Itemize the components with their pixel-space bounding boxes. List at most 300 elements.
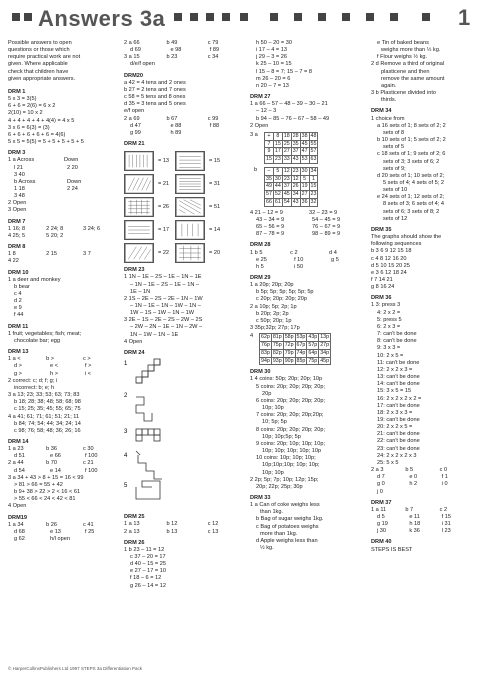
answer-line: 23: can't be done — [377, 445, 420, 452]
grid-cell: 90p — [284, 357, 294, 364]
tally-box-icon — [124, 243, 154, 263]
grid-cell: 17 — [274, 148, 281, 155]
answer-cell: d 7 — [377, 474, 385, 481]
answer-line: i 17 – 4 = 13 — [256, 47, 287, 54]
answer-cell: = 51 — [209, 203, 221, 210]
page-number: 1 — [458, 5, 471, 30]
answer-cell: d 51 — [14, 453, 25, 460]
section-title: DRM 11 — [8, 323, 29, 330]
answer-cell: 2 15 — [46, 251, 57, 258]
answer-line: 1 a 66 – 57 – 48 – 39 – 30 – 21 — [250, 101, 328, 108]
answer-cell: i < — [85, 370, 92, 377]
intro-line: Possible answers to open — [8, 40, 72, 46]
answer-cell: f > — [85, 363, 92, 370]
answer-cell: i 50 — [294, 263, 304, 270]
answer-cell: j 30 — [377, 528, 387, 535]
answer-cell: e 88 — [170, 122, 182, 129]
page-title: Answers 3a — [38, 6, 166, 31]
copyright-footer: © HarperCollinsPublishers Ltd 1997 STEPS 3a Differentiation Pack — [8, 666, 143, 671]
header-block-icon — [24, 13, 32, 21]
answer-cell: g 5 — [331, 256, 339, 263]
answer-cell: b 7 — [405, 506, 414, 513]
answer-cell: b 12 — [166, 521, 178, 528]
header-block-icon — [190, 13, 198, 21]
answer-line: 1 a Across — [8, 157, 35, 164]
section-title: DRM 34 — [371, 108, 392, 115]
answer-cell: g > — [14, 370, 22, 377]
diagram-number: 1 — [124, 361, 128, 368]
section-title: DRM 35 — [371, 226, 392, 233]
answer-cell: 3 7 — [83, 251, 91, 258]
answer-line: l 15 – 8 = 7; 15 – 7 = 8 — [256, 68, 312, 75]
path-diagram-5 — [136, 481, 160, 499]
answer-line: sets of 9; — [383, 165, 406, 172]
answer-line: 3 2E – 1S – 2E – 2S – 2W – 2S — [124, 317, 203, 324]
header-block-icon — [366, 13, 374, 21]
answer-cell: = 31 — [209, 180, 221, 187]
answer-line: 15: 3 x 5 = 15 — [377, 388, 412, 395]
answer-line: 17: can't be done — [377, 402, 420, 409]
tally-box-icon — [175, 151, 205, 171]
answer-line: g 26 – 14 = 12 — [130, 582, 166, 589]
answer-line: remove the same amount — [381, 75, 445, 82]
answer-cell: c > — [83, 356, 91, 363]
answer-line: ½ kg. — [260, 545, 274, 552]
answer-cell: 1 a 34 — [8, 521, 24, 528]
answer-cell: d 5 — [377, 514, 385, 520]
answer-line: 1 a deer and monkey — [8, 276, 61, 283]
answer-line: d/e/f open — [130, 61, 155, 68]
diagram-number: 5 — [124, 483, 128, 490]
answer-cell: = 15 — [209, 157, 221, 164]
answer-line: d 40 – 15 = 25 — [130, 561, 166, 568]
section-title: DRM 21 — [124, 141, 145, 148]
answer-line: f 44 — [14, 312, 24, 319]
answer-cell: 5 20; 2 — [46, 232, 64, 239]
answer-cell: d > — [14, 363, 22, 370]
answer-cell: c 79 — [207, 40, 219, 46]
answer-line: weighs more than ½ kg. — [381, 47, 441, 54]
answer-cell: 3 a 15 — [124, 54, 140, 61]
answer-line: Down — [67, 178, 82, 185]
grid-cell: 30 — [301, 167, 308, 174]
grid-cell: 19 — [301, 183, 308, 190]
header-block-icon — [270, 13, 278, 21]
section-title: DRM 27 — [250, 94, 271, 101]
answer-line: 2 2p; 5p; 7p; 10p; 12p; 15p; — [250, 476, 319, 483]
answer-cell: c 0 — [439, 467, 448, 474]
answer-line: 3 Open — [8, 207, 27, 214]
subtraction-grid — [264, 167, 318, 207]
grid-cell: 45 — [301, 140, 308, 147]
intro-line: questions or those which — [8, 47, 70, 54]
answer-cell: h 5 — [256, 263, 264, 270]
answer-line: 1 a 20p; 20p; 20p — [250, 282, 294, 289]
answer-line: 7 coins: 20p; 20p; 20p;20p; — [256, 412, 324, 419]
answer-line: b 3 6 9 12 15 18 — [371, 248, 412, 255]
answer-cell: b 70 — [46, 460, 57, 467]
grid-cell: 72p — [284, 342, 294, 349]
section-title: DRM 36 — [371, 295, 392, 302]
answer-line: 1 b 23 – 11 = 12 — [124, 546, 165, 553]
answer-line: k 25 – 10 = 15 — [256, 61, 292, 68]
path-diagrams — [124, 357, 249, 507]
grid-cell: 37 — [283, 183, 290, 190]
answer-line: – 12 – 3 — [256, 108, 277, 115]
answer-line: 18: 2 x 3 x 3 = — [377, 409, 413, 416]
answer-line: e/f open — [124, 108, 145, 115]
answer-line: thirds. — [381, 97, 397, 104]
answer-cell: 1 a 11 — [371, 506, 387, 513]
answer-line: 12: 2 x 2 x 3 = — [377, 366, 413, 373]
grid-cell: 5 — [300, 175, 309, 183]
grid-cell: 57p — [308, 342, 318, 349]
answer-cell: e 0 — [409, 474, 418, 481]
grid-cell: 30 — [274, 175, 281, 182]
grid-cell: 15 — [274, 140, 281, 147]
header-block-icon — [294, 13, 302, 21]
answer-cell: 3 48 — [14, 193, 25, 200]
tally-box-icon — [175, 174, 205, 194]
answer-line: b 94 – 85 – 76 – 67 – 58 – 49 — [256, 115, 330, 122]
section-title: DRM20 — [124, 72, 143, 79]
grid-cell: 57 — [310, 148, 317, 155]
answer-line: 4: 2 x 2 = — [377, 309, 401, 316]
answer-cell: 1 8 — [8, 251, 16, 258]
grid-cell: 45p — [320, 357, 330, 364]
answer-cell: 3 24; 6 — [83, 225, 101, 232]
path-diagram-1 — [136, 359, 160, 383]
answer-line: > 55 < 66 < 24 < 42 < 81 — [14, 496, 76, 503]
answer-cell: 2 24; 8 — [46, 225, 64, 232]
grid-cell: 27 — [301, 191, 308, 198]
answer-line: 10p; 10p — [262, 405, 284, 412]
answer-line: 10p; 10p;5p; 5p — [262, 433, 301, 440]
grid-cell: 7 — [265, 140, 274, 148]
header-block-icon — [222, 13, 230, 21]
answer-cell: e < — [50, 363, 58, 370]
section-title: DRM 24 — [124, 349, 145, 356]
grid-cell: + — [265, 132, 274, 140]
answer-line: 8: can't be done — [377, 338, 417, 345]
grid-cell: 47 — [301, 148, 308, 155]
answer-line: sets of 3; 3 sets of 6; 2 — [383, 158, 440, 165]
header-block-icon — [12, 13, 20, 21]
tally-box-icon — [124, 220, 154, 240]
grid-cell: 75p — [272, 342, 282, 349]
answer-line: 10: 2 x 5 = — [377, 352, 404, 359]
grid-cell: 34 — [292, 191, 299, 198]
answer-cell: c 99 — [207, 115, 219, 122]
answer-cell: 98 – 89 = 9 — [312, 231, 341, 238]
answer-cell: h/l open — [50, 536, 70, 542]
answer-cell: e 98 — [170, 47, 182, 54]
answer-line: c Bag of potatoes weighs — [256, 523, 319, 530]
answer-line: 1 choice from — [371, 115, 405, 122]
subtraction-grid-block — [250, 167, 368, 207]
answer-line: b 5p; 5p; 5p; 5p; 5p; 5p — [256, 289, 314, 296]
addition-grid-block — [250, 132, 368, 164]
answer-line: b 27 = 2 tens and 7 ones — [124, 86, 186, 93]
answer-cell: b 49 — [166, 40, 178, 46]
grid-cell: 66 — [266, 199, 272, 205]
answer-line: f Flour weighs ½ kg. — [377, 54, 428, 61]
page-header — [8, 4, 474, 30]
answer-line: 7: can't be done — [377, 331, 417, 338]
grid-cell: 76p — [261, 342, 270, 349]
grid-cell: 43 — [292, 156, 299, 163]
answer-cell: 2 20 — [67, 164, 78, 171]
answer-cell: 4 21 – 12 = 9 — [250, 209, 283, 216]
answer-line: e 3 6 12 18 24 — [371, 269, 407, 276]
section-title: DRM 28 — [250, 242, 271, 249]
answer-cell: 76 – 67 = 9 — [312, 224, 341, 231]
answer-line: 2 Open — [8, 200, 27, 207]
section-title: DRM 7 — [8, 218, 26, 225]
answer-line: 10p; 10p — [262, 469, 284, 476]
answer-line: 14: can't be done — [377, 381, 420, 388]
answer-cell: b 67 — [166, 115, 178, 122]
answer-cell: j 0 — [377, 488, 383, 495]
diagram-number: 3 — [124, 429, 128, 436]
answer-line: 22: can't be done — [377, 438, 420, 445]
answer-cell: l 23 — [441, 528, 451, 535]
answer-cell: 43 – 34 = 9 — [256, 216, 285, 223]
answer-cell: b 36 — [46, 446, 57, 453]
answer-line: than 1kg. — [260, 509, 284, 516]
answer-line: c 58 = 5 tens and 8 ones — [124, 94, 186, 101]
section-title: DRM19 — [8, 514, 27, 521]
grid-cell: 38 — [301, 132, 308, 139]
answer-line: 1 a Can of coke weighs less — [250, 502, 320, 509]
header-block-icon — [318, 13, 326, 21]
answer-line: 8 coins: 20p; 20p; 20p; 20p; — [256, 426, 326, 433]
answer-line: m 26 – 20 = 6 — [256, 75, 291, 82]
answer-line: 1N – 1W – 1N – 1E — [130, 331, 179, 338]
grid-cell: 55 — [310, 140, 317, 147]
answer-cell: i 0 — [441, 481, 448, 488]
section-title: DRM 10 — [8, 269, 29, 276]
answer-line: e Tin of baked beans — [377, 40, 429, 46]
answer-line: f 18 – 6 = 12 — [130, 575, 162, 582]
answer-cell: f 100 — [85, 453, 98, 460]
grid-cell: 63 — [310, 156, 317, 163]
answer-cell: c 2 — [439, 506, 448, 513]
header-block-icon — [240, 13, 248, 21]
section-title: DRM 3 — [8, 150, 26, 157]
answer-cell: h 18 — [409, 521, 421, 528]
column-4 — [371, 40, 475, 554]
grid-cell: 82p — [272, 349, 282, 356]
tally-box-icon — [124, 197, 154, 217]
answer-line: plasticene and then — [381, 68, 430, 75]
answer-cell: 54 – 45 = 9 — [312, 216, 341, 223]
answer-line: c 4 — [14, 291, 22, 297]
answer-cell: b 13 — [166, 528, 178, 535]
answer-cell: c 21 — [83, 460, 94, 467]
answer-line: c 20p; 20p; 20p; 20p — [256, 296, 308, 303]
grid-cell: 57 — [266, 191, 272, 198]
answer-line: 10 coins: 10p; 10p; 10p; — [256, 455, 316, 462]
intro-line: require practical work are not — [8, 54, 81, 61]
answer-cell: i 31 — [441, 521, 451, 528]
section-title: DRM 8 — [8, 244, 26, 251]
answer-line: sets of 12 — [383, 215, 408, 222]
answer-line: Down — [64, 157, 79, 164]
grid-cell: 64p — [308, 349, 318, 356]
grid-cell: 23 — [283, 175, 290, 182]
answer-cell: f 89 — [209, 47, 220, 54]
answer-line: d Apple weighs less than — [256, 537, 318, 544]
answer-line: 25: 5 x 5 — [377, 459, 399, 466]
answer-cell: g 0 — [377, 481, 385, 488]
answer-line: 4 Open — [8, 503, 27, 510]
answer-line: d 20 sets of 1; 10 sets of 2; — [377, 172, 445, 179]
answer-line: STEPS IS BEST — [371, 546, 413, 553]
intro-line: given. Where applicable — [8, 61, 68, 68]
answer-line: 2 d Remove a third of original — [371, 61, 445, 68]
grid-cell: 26 — [292, 183, 299, 190]
answer-line: sets of 10 — [383, 187, 408, 194]
answer-line: 11: can't be done — [377, 359, 420, 366]
grid-cell: 35 — [266, 175, 272, 182]
answer-line: 3 a 13; 23; 33; 53; 63; 73; 83 — [8, 392, 80, 399]
grid-cell: 25 — [283, 140, 290, 147]
answer-line: 1 3: press 3 — [371, 302, 401, 309]
grid-cell: 1 — [309, 175, 318, 183]
answer-line: c 37 – 20 = 17 — [130, 554, 166, 560]
grid-cell: – — [265, 167, 274, 175]
answer-cell: g 62 — [14, 536, 25, 542]
answer-line: b 10 sets of 1; 5 sets of 2; 2 — [377, 137, 446, 144]
answer-cell: b 23 — [166, 54, 178, 61]
answer-line: f 7 14 21 — [371, 277, 393, 283]
answer-line: 19: can't be done — [377, 416, 420, 423]
section-title: DRM 33 — [250, 494, 271, 501]
grid-cell: 37 — [292, 148, 299, 155]
section-title: DRM 30 — [250, 369, 271, 376]
answer-line: a 42 = 4 tens and 2 ones — [124, 79, 186, 86]
answer-cell: e 13 — [50, 528, 61, 535]
answer-line: – 1N – 1E – 1N – 1W – 1N – — [130, 302, 201, 309]
answer-line: 4 + 4 + 4 + 4 + 4(4) = 4 x 5 — [8, 117, 75, 124]
answer-line: 6 + 6 = 2(6) = 6 x 2 — [8, 103, 56, 110]
answer-line: 21: can't be done — [377, 431, 420, 438]
answer-cell: c 30 — [83, 446, 94, 453]
grid-cell: 23 — [274, 156, 281, 163]
tally-box-icon — [175, 243, 205, 263]
answer-line: c 98; 76; 58; 48; 36; 26; 16 — [14, 427, 81, 434]
tally-box-icon — [124, 151, 154, 171]
answer-cell: 1 a < — [8, 356, 21, 363]
answer-cell: d 69 — [130, 47, 141, 54]
answer-line: b Bag of sugar weighs 1kg. — [256, 516, 324, 523]
grid-cell: 12 — [292, 175, 299, 182]
answer-cell: c 34 — [207, 54, 219, 61]
grid-cell: 58p — [284, 334, 294, 341]
answer-line: 1 4 coins: 50p; 20p; 20p; 10p — [250, 376, 323, 383]
intro — [8, 40, 120, 83]
answer-line: 1E – 1N — [130, 288, 151, 295]
path-diagram-3 — [136, 429, 160, 441]
answer-line: sets of 6; 3 sets of 8; 2 — [383, 208, 440, 215]
grid-cell: 13p — [320, 334, 330, 341]
answer-cell: f 100 — [85, 467, 98, 474]
answer-cell: 2 a 13 — [124, 528, 140, 535]
grid-cell: 67p — [296, 342, 306, 349]
grid-cell: 94p — [261, 357, 270, 364]
answer-cell: d 4 — [329, 249, 337, 256]
diagram-number: 4 — [124, 453, 128, 460]
tally-box-icon — [124, 174, 154, 194]
answer-cell: 1 b 5 — [250, 249, 263, 256]
answer-cell: b > — [46, 356, 55, 363]
answer-line: c 18 sets of 1; 9 sets of 2; 6 — [377, 151, 446, 158]
grid-cell: 44 — [274, 183, 281, 190]
answer-line: again. — [381, 82, 397, 89]
grid-cell: 81p — [272, 334, 282, 341]
grid-cell: 53p — [296, 334, 306, 341]
answer-line: 20p; 22p; 25p; 30p — [256, 483, 303, 490]
grid-cell: 23 — [310, 191, 317, 198]
section-title: DRM 14 — [8, 438, 29, 445]
answer-cell: = 13 — [158, 157, 170, 164]
grid-cell: 9 — [265, 148, 274, 156]
intro-line: given appropriate answers. — [8, 75, 76, 82]
grid-cell: 27 — [283, 148, 290, 155]
grid-cell: 18 — [283, 132, 290, 139]
answer-cell: f 25 — [85, 528, 95, 535]
answer-cell: c 13 — [207, 528, 219, 535]
diagram-number: 2 — [124, 393, 128, 400]
answer-line: d 5 10 15 20 25 — [371, 262, 410, 269]
answer-line: 5 sets of 4; 4 sets of 5; 2 — [383, 179, 444, 186]
answer-cell: c 41 — [83, 521, 94, 528]
answer-line: 24: 2 x 2 x 2 x 3 — [377, 452, 417, 459]
answer-line: 5 coins: 20p; 20p; 20p; 20p; — [256, 383, 326, 390]
answer-line: 10; 5p; 5p — [262, 419, 287, 426]
answer-line: 6 + 6 + 6 + 6 + 6 = 4(6) — [8, 131, 66, 138]
grid-cell: 48 — [310, 132, 317, 139]
answer-cell: g 19 — [377, 521, 388, 528]
answer-line: 1 1N – 1E – 2S – 1E – 1N – 1E — [124, 274, 202, 281]
answer-line: incorrect: b; e; h — [14, 384, 55, 391]
answer-line: The graphs should show the — [371, 234, 442, 241]
answer-line: 13: can't be done — [377, 374, 420, 381]
column-2 — [124, 40, 249, 590]
answer-line: c 50p; 20p; 1p — [256, 317, 292, 324]
grid-cell: 53 — [301, 156, 308, 163]
answer-line: e 27 – 17 = 10 — [130, 568, 166, 575]
answer-cell: 65 – 56 = 9 — [256, 224, 285, 231]
grid-cell: 62p — [261, 334, 270, 341]
answer-line: c 4 8 12 16 20 — [371, 255, 407, 262]
answer-cell: f 88 — [209, 122, 220, 129]
answer-line: 2 1S – 2E – 2S – 2E – 1N – 1W — [124, 295, 203, 302]
grid-cell: 43 — [292, 199, 299, 205]
section-title: DRM 23 — [124, 267, 145, 274]
column-3 — [250, 40, 368, 552]
answer-cell: e 66 — [50, 453, 61, 460]
answer-line: 6: 2 x 3 = — [377, 323, 401, 330]
money-grid-block — [250, 333, 368, 365]
answer-line: > 81 > 66 = 55 + 42 — [14, 481, 63, 488]
grid-cell: 27p — [320, 342, 330, 349]
section-title: DRM 40 — [371, 539, 392, 546]
answer-line: e 9 — [14, 305, 22, 312]
grid-cell: 79p — [284, 349, 294, 356]
answer-cell: 1 18 — [14, 185, 25, 192]
